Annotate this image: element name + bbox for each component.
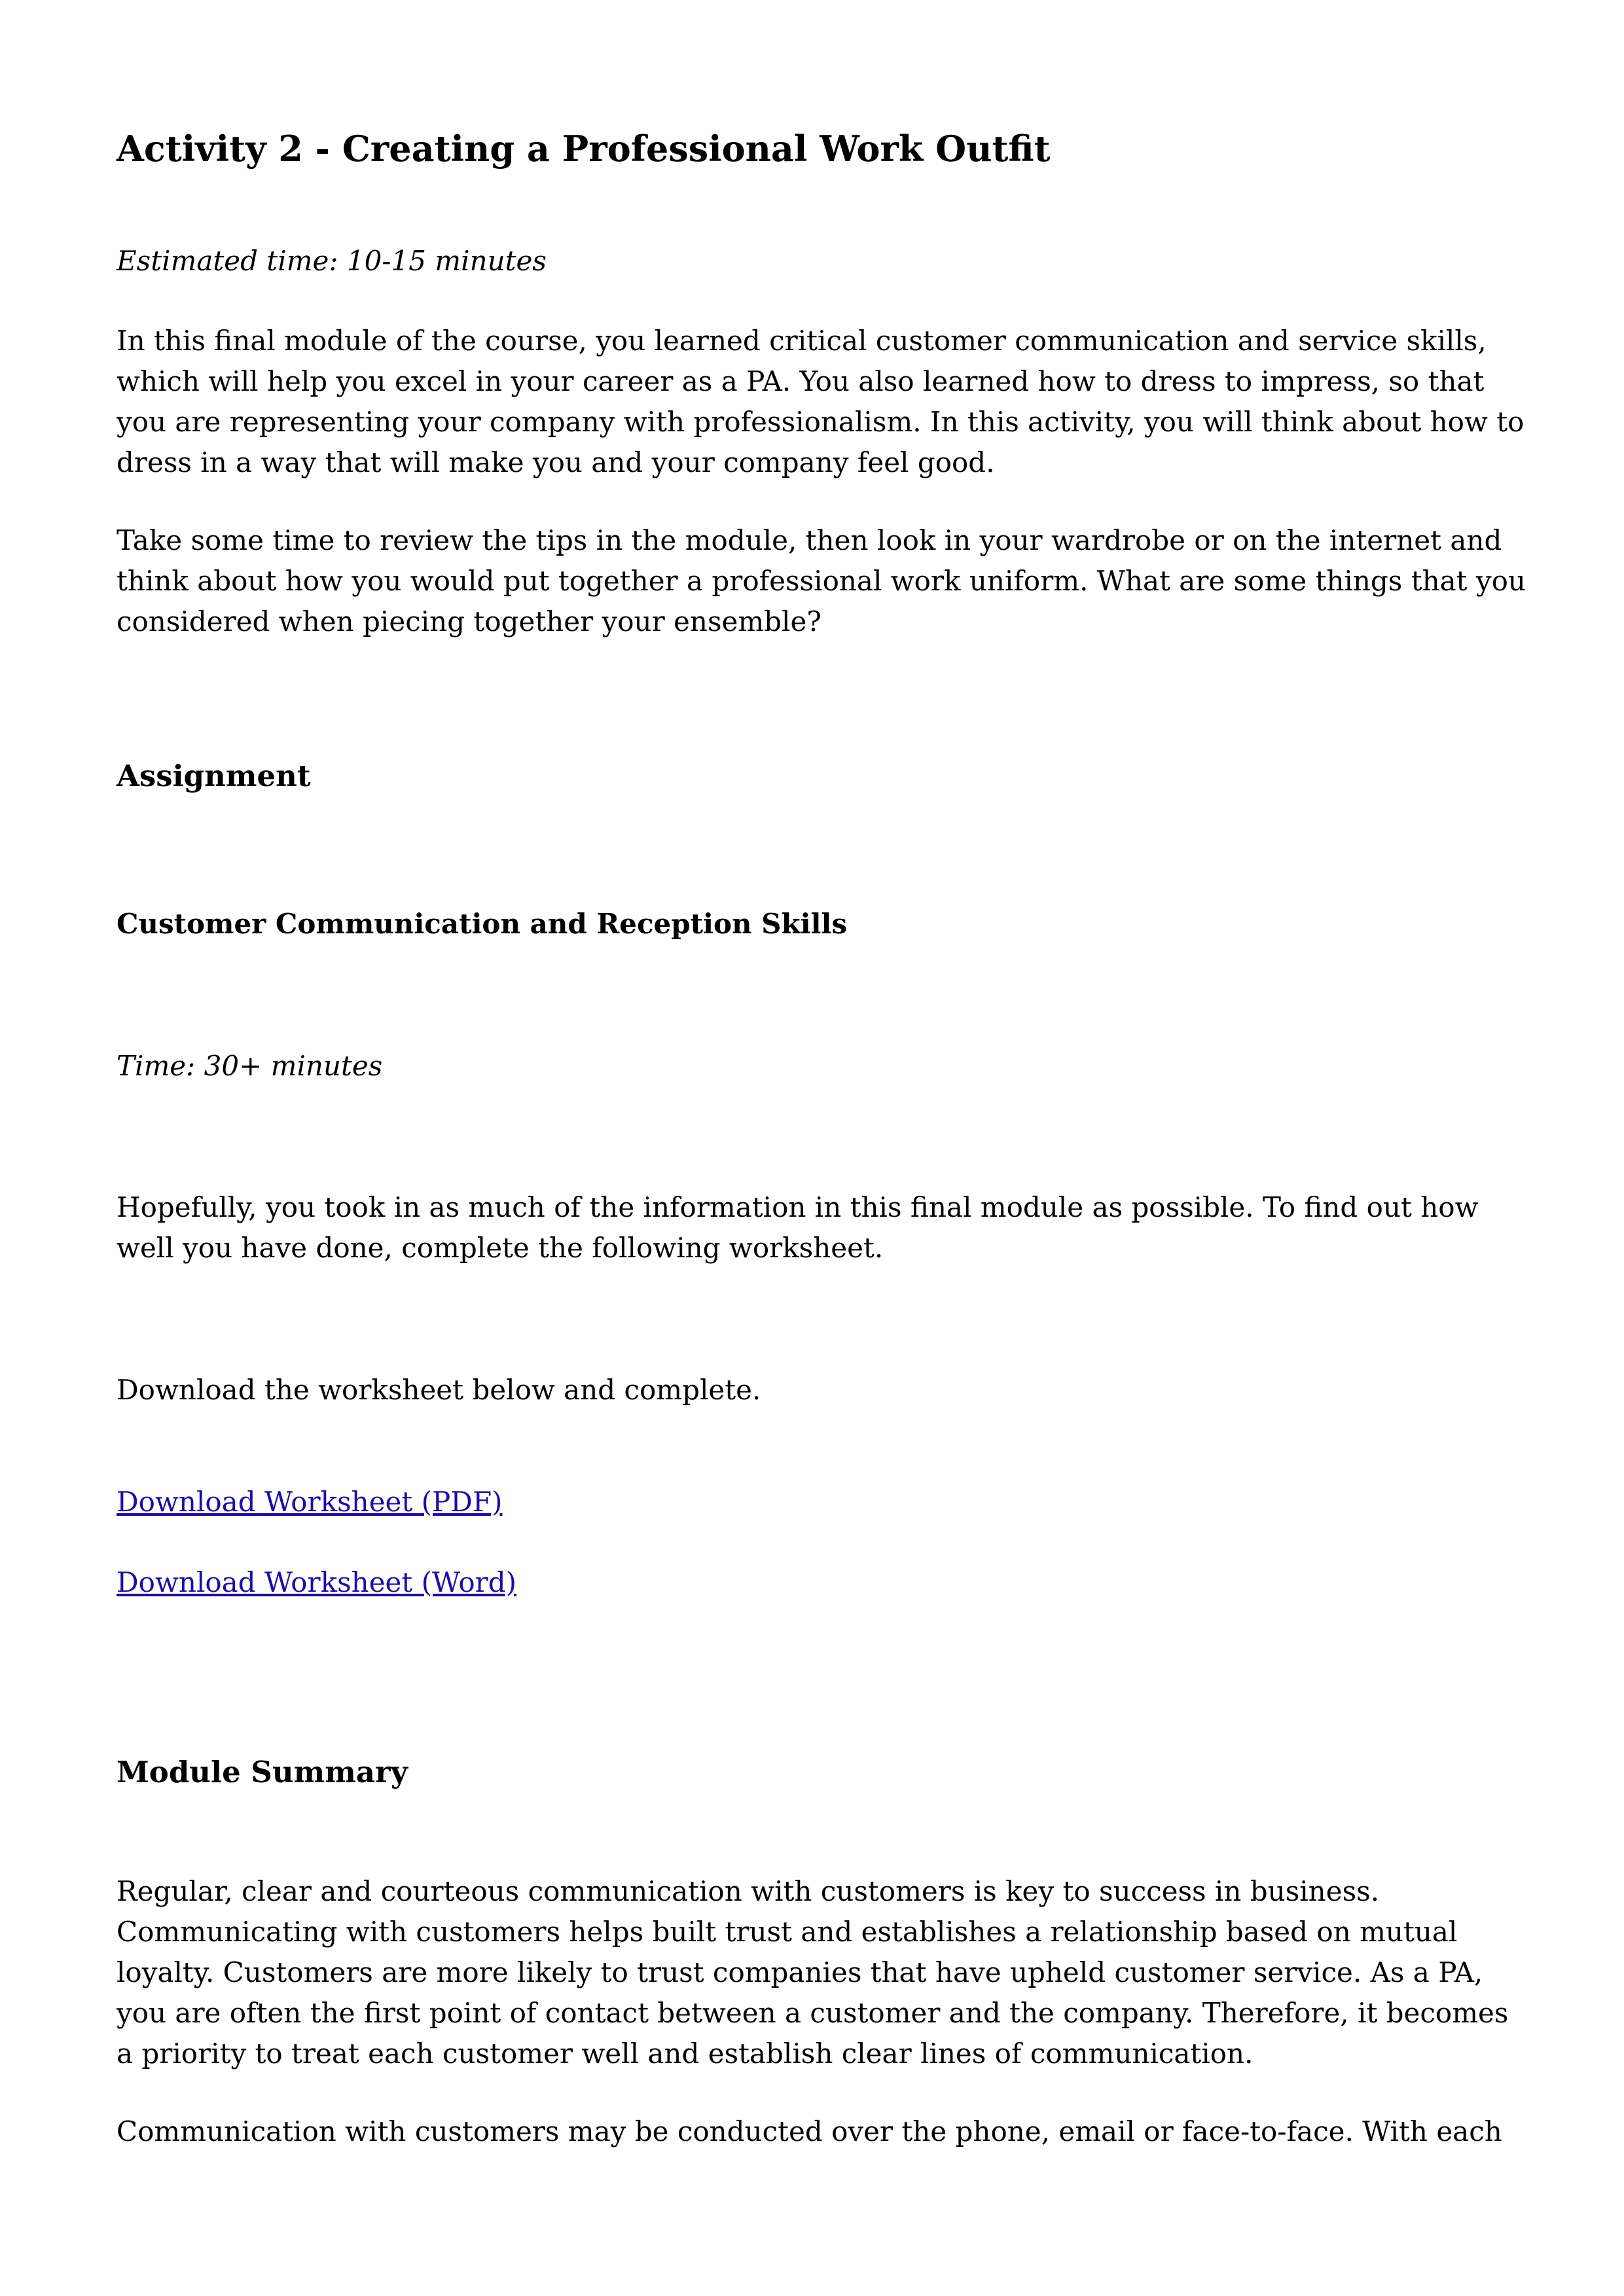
activity-estimated-time: Estimated time: 10-15 minutes bbox=[117, 245, 547, 277]
text-line: you are often the first point of contact between a customer and the company. Therefore, it becomes bbox=[117, 1997, 1509, 2029]
module-summary-heading: Module Summary bbox=[117, 1755, 408, 1789]
assignment-time: Time: 30+ minutes bbox=[117, 1050, 383, 1082]
text-line: Regular, clear and courteous communication with customers is key to success in business. bbox=[117, 1875, 1380, 1907]
text-line: Take some time to review the tips in the module, then look in your wardrobe or on the internet and bbox=[117, 524, 1502, 556]
assignment-instruction: Download the worksheet below and complete. bbox=[117, 1374, 761, 1406]
activity-paragraph-1 bbox=[117, 321, 1524, 483]
text-line: loyalty. Customers are more likely to trust companies that have upheld customer service. As a PA, bbox=[117, 1956, 1483, 1988]
assignment-heading: Assignment bbox=[117, 759, 311, 793]
text-line: dress in a way that will make you and your company feel good. bbox=[117, 446, 995, 478]
text-line: considered when piecing together your ensemble? bbox=[117, 605, 821, 637]
text-line: well you have done, complete the following worksheet. bbox=[117, 1232, 884, 1264]
text-line: a priority to treat each customer well and establish clear lines of communication. bbox=[117, 2037, 1254, 2070]
text-line: think about how you would put together a professional work uniform. What are some things that you bbox=[117, 565, 1526, 597]
text-line: Communicating with customers helps built trust and establishes a relationship based on mutual bbox=[117, 1916, 1458, 1948]
download-worksheet-word-link[interactable]: Download Worksheet (Word) bbox=[117, 1566, 516, 1598]
assignment-subheading: Customer Communication and Reception Skills bbox=[117, 908, 848, 940]
summary-paragraph-2 bbox=[117, 2111, 1524, 2152]
download-worksheet-pdf-link[interactable]: Download Worksheet (PDF) bbox=[117, 1486, 503, 1518]
text-line: Communication with customers may be conducted over the phone, email or face-to-face. With each bbox=[117, 2115, 1502, 2147]
activity-title: Activity 2 - Creating a Professional Work Outfit bbox=[117, 128, 1051, 170]
text-line: you are representing your company with professionalism. In this activity, you will think about how to bbox=[117, 406, 1525, 438]
text-line: Hopefully, you took in as much of the information in this final module as possible. To find out how bbox=[117, 1191, 1479, 1223]
summary-paragraph-1 bbox=[117, 1871, 1524, 2074]
activity-paragraph-2 bbox=[117, 520, 1524, 642]
text-line: which will help you excel in your career as a PA. You also learned how to dress to impress, so that bbox=[117, 365, 1485, 397]
assignment-paragraph bbox=[117, 1187, 1524, 1268]
text-line: In this final module of the course, you learned critical customer communication and service skills, bbox=[117, 325, 1487, 357]
